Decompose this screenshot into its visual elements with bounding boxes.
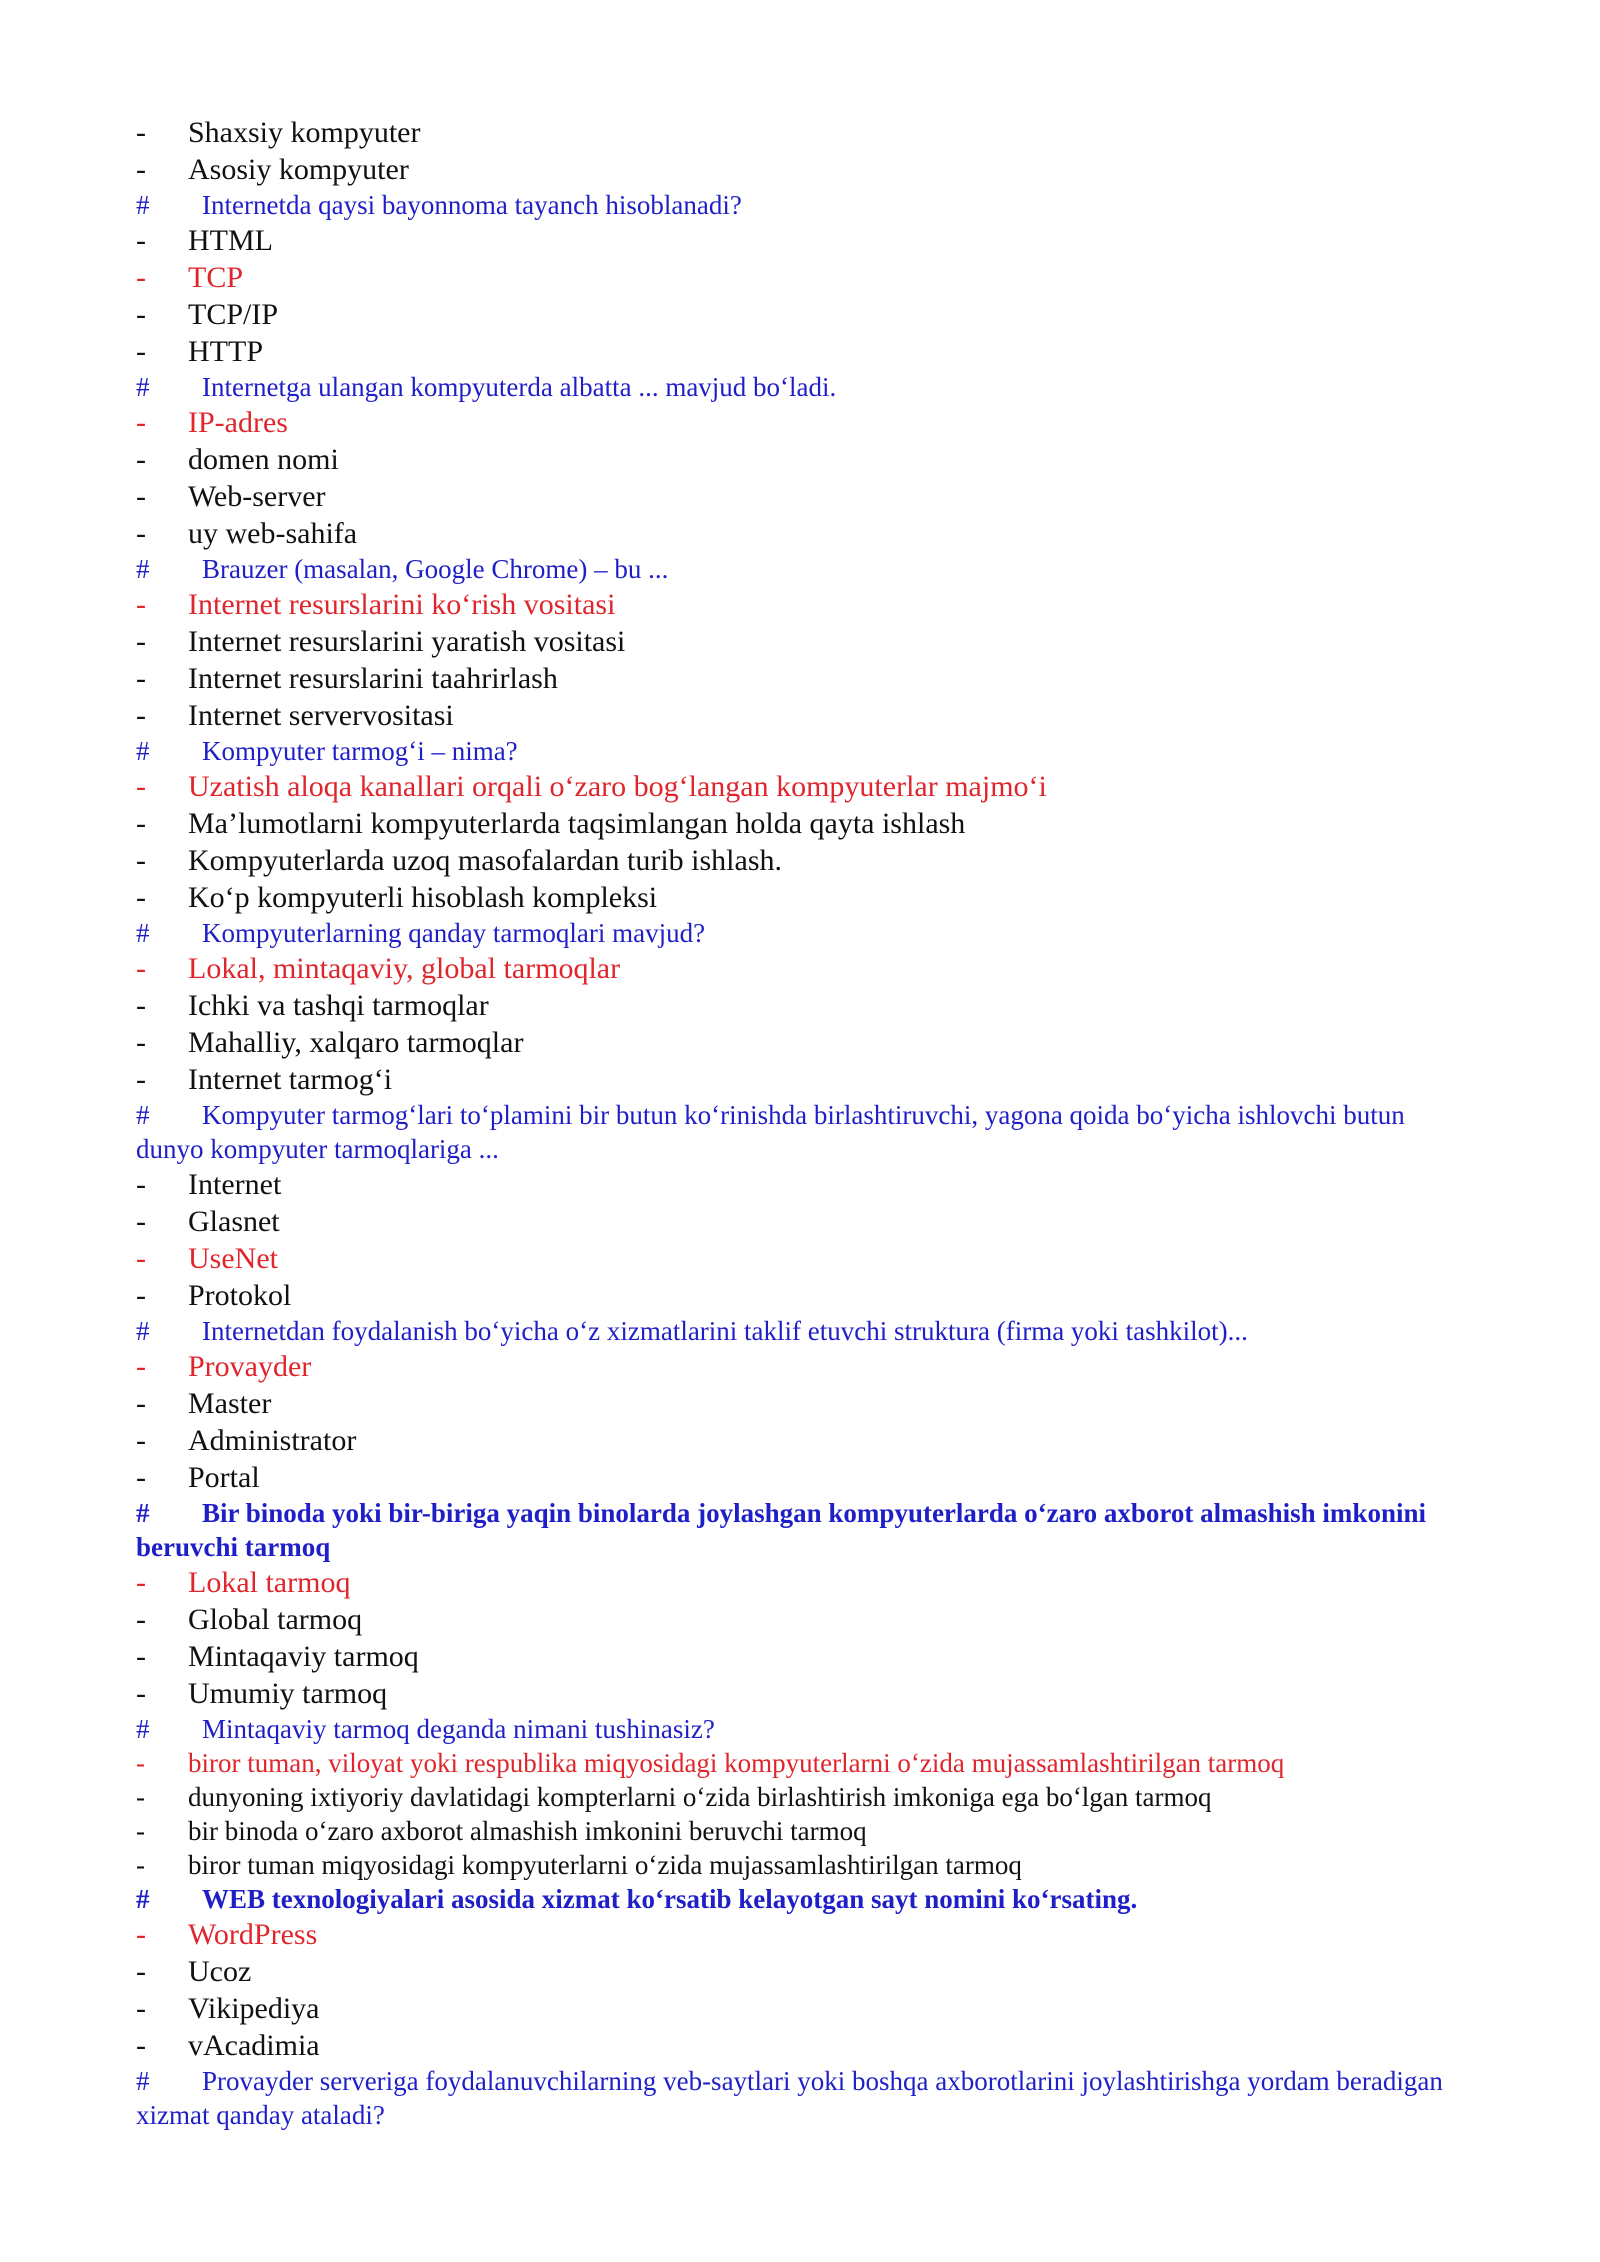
answer-marker: - [136, 1279, 146, 1312]
answer-text: vAcadimia [188, 2029, 320, 2062]
answer-option [136, 1277, 1466, 1314]
answer-text: Mintaqaviy tarmoq [188, 1640, 419, 1673]
answer-option [136, 1638, 1466, 1675]
answer-option [136, 842, 1466, 879]
answer-option [136, 1848, 1466, 1882]
answer-marker: - [136, 2029, 146, 2062]
answer-marker: - [136, 699, 146, 732]
answer-text: TCP [188, 261, 244, 294]
answer-marker: - [136, 1424, 146, 1457]
answer-text: Internet resurslarini taahrirlash [188, 662, 558, 695]
question-text: Internetga ulangan kompyuterda albatta ... mavjud bo‘ladi. [202, 372, 837, 402]
answer-marker: - [136, 116, 146, 149]
question-line [136, 734, 1466, 768]
question-text: Kompyuterlarning qanday tarmoqlari mavjud? [202, 918, 706, 948]
question-text: Bir binoda yoki bir-biriga yaqin binolarda joylashgan kompyuterlarda o‘zaro axborot almashish imkonini beruvchi tarmoq [136, 1498, 1426, 1562]
answer-text: Internet resurslarini ko‘rish vositasi [188, 588, 616, 621]
correct-answer-option [136, 1348, 1466, 1385]
question-text: Kompyuter tarmog‘i – nima? [202, 736, 518, 766]
answer-marker: - [136, 1026, 146, 1059]
answer-marker: - [136, 1461, 146, 1494]
answer-marker: - [136, 1242, 146, 1275]
answer-text: Web-server [188, 480, 326, 513]
answer-marker: - [136, 298, 146, 331]
answer-text: Lokal tarmoq [188, 1566, 351, 1599]
answer-marker: - [136, 662, 146, 695]
answer-text: Mahalliy, xalqaro tarmoqlar [188, 1026, 524, 1059]
answer-option [136, 1166, 1466, 1203]
answer-text: Ichki va tashqi tarmoqlar [188, 989, 489, 1022]
answer-text: bir binoda o‘zaro axborot almashish imkonini beruvchi tarmoq [188, 1816, 867, 1846]
question-text: Internetdan foydalanish bo‘yicha o‘z xizmatlarini taklif etuvchi struktura (firma yoki tashkilot)... [202, 1316, 1248, 1346]
question-marker: # [136, 554, 150, 584]
question-marker: # [136, 1316, 150, 1346]
answer-option [136, 441, 1466, 478]
answer-option [136, 1459, 1466, 1496]
answer-marker: - [136, 1955, 146, 1988]
answer-marker: - [136, 1850, 145, 1880]
answer-marker: - [136, 1782, 145, 1812]
answer-option [136, 1385, 1466, 1422]
answer-option [136, 879, 1466, 916]
answer-marker: - [136, 1918, 146, 1951]
answer-marker: - [136, 1063, 146, 1096]
answer-text: uy web-sahifa [188, 517, 358, 550]
answer-marker: - [136, 770, 146, 803]
answer-marker: - [136, 153, 146, 186]
question-marker: # [136, 1714, 150, 1744]
answer-marker: - [136, 1603, 146, 1636]
answer-marker: - [136, 1748, 145, 1778]
answer-text: Internet tarmog‘i [188, 1063, 393, 1096]
answer-marker: - [136, 1387, 146, 1420]
answer-marker: - [136, 406, 146, 439]
question-text: Provayder serveriga foydalanuvchilarning veb-saytlari yoki boshqa axborotlarini joylashtirishga yordam beradigan xizmat qanday ataladi? [136, 2066, 1443, 2130]
answer-text: Provayder [188, 1350, 312, 1383]
answer-marker: - [136, 443, 146, 476]
answer-marker: - [136, 625, 146, 658]
answer-option [136, 1990, 1466, 2027]
answer-option [136, 296, 1466, 333]
answer-text: dunyoning ixtiyoriy davlatidagi kompterlarni o‘zida birlashtirish imkoniga ega bo‘lgan tarmoq [188, 1782, 1212, 1812]
question-line [136, 1314, 1466, 1348]
correct-answer-option [136, 404, 1466, 441]
answer-text: TCP/IP [188, 298, 279, 331]
answer-marker: - [136, 1350, 146, 1383]
answer-marker: - [136, 1677, 146, 1710]
answer-text: Internet servervositasi [188, 699, 454, 732]
question-marker: # [136, 1498, 150, 1528]
correct-answer-option [136, 1240, 1466, 1277]
question-text: Brauzer (masalan, Google Chrome) – bu ... [202, 554, 669, 584]
answer-marker: - [136, 335, 146, 368]
answer-text: Master [188, 1387, 272, 1420]
answer-option [136, 623, 1466, 660]
answer-text: Vikipediya [188, 1992, 320, 2025]
answer-text: WordPress [188, 1918, 318, 1951]
question-line [136, 370, 1466, 404]
question-line [136, 916, 1466, 950]
answer-marker: - [136, 517, 146, 550]
answer-text: UseNet [188, 1242, 278, 1275]
correct-answer-option [136, 1916, 1466, 1953]
question-text: Internetda qaysi bayonnoma tayanch hisoblanadi? [202, 190, 742, 220]
answer-text: Internet [188, 1168, 282, 1201]
answer-option [136, 478, 1466, 515]
answer-text: domen nomi [188, 443, 339, 476]
question-marker: # [136, 372, 150, 402]
answer-option [136, 805, 1466, 842]
answer-marker: - [136, 480, 146, 513]
answer-option [136, 1953, 1466, 1990]
answer-option [136, 697, 1466, 734]
answer-text: Protokol [188, 1279, 292, 1312]
answer-text: Umumiy tarmoq [188, 1677, 388, 1710]
answer-marker: - [136, 588, 146, 621]
answer-text: Shaxsiy kompyuter [188, 116, 421, 149]
question-line [136, 552, 1466, 586]
question-marker: # [136, 736, 150, 766]
answer-text: Uzatish aloqa kanallari orqali o‘zaro bog‘langan kompyuterlar majmo‘i [188, 770, 1047, 803]
question-marker: # [136, 1100, 150, 1130]
question-marker: # [136, 190, 150, 220]
answer-option [136, 660, 1466, 697]
question-marker: # [136, 1884, 150, 1914]
answer-text: Lokal, mintaqaviy, global tarmoqlar [188, 952, 621, 985]
answer-marker: - [136, 1168, 146, 1201]
answer-text: Ko‘p kompyuterli hisoblash kompleksi [188, 881, 658, 914]
answer-option [136, 515, 1466, 552]
answer-option [136, 1675, 1466, 1712]
answer-marker: - [136, 1992, 146, 2025]
answer-text: biror tuman, viloyat yoki respublika miqyosidagi kompyuterlarni o‘zida mujassamlashtirilgan tarmoq [188, 1748, 1285, 1778]
answer-text: Administrator [188, 1424, 357, 1457]
answer-option [136, 114, 1466, 151]
correct-answer-option [136, 950, 1466, 987]
answer-option [136, 1024, 1466, 1061]
answer-text: Ma’lumotlarni kompyuterlarda taqsimlangan holda qayta ishlash [188, 807, 966, 840]
question-marker: # [136, 2066, 150, 2096]
answer-option [136, 1203, 1466, 1240]
answer-text: Glasnet [188, 1205, 280, 1238]
document-page [136, 114, 1466, 2132]
question-line [136, 1882, 1466, 1916]
answer-option [136, 222, 1466, 259]
answer-marker: - [136, 989, 146, 1022]
answer-text: Asosiy kompyuter [188, 153, 409, 186]
answer-option [136, 333, 1466, 370]
answer-option [136, 987, 1466, 1024]
answer-marker: - [136, 1205, 146, 1238]
answer-text: HTML [188, 224, 273, 257]
question-text: Mintaqaviy tarmoq deganda nimani tushinasiz? [202, 1714, 715, 1744]
answer-marker: - [136, 1566, 146, 1599]
answer-text: Ucoz [188, 1955, 252, 1988]
answer-option [136, 2027, 1466, 2064]
question-text: Kompyuter tarmog‘lari to‘plamini bir butun ko‘rinishda birlashtiruvchi, yagona qoida bo‘yicha ishlovchi butun dunyo kompyuter tarmoqlariga ... [136, 1100, 1405, 1164]
answer-text: Kompyuterlarda uzoq masofalardan turib ishlash. [188, 844, 782, 877]
answer-marker: - [136, 952, 146, 985]
answer-option [136, 1422, 1466, 1459]
question-list [136, 114, 1466, 2132]
correct-answer-option [136, 259, 1466, 296]
question-text: WEB texnologiyalari asosida xizmat ko‘rsatib kelayotgan sayt nomini ko‘rsating. [202, 1884, 1138, 1914]
answer-marker: - [136, 844, 146, 877]
answer-marker: - [136, 224, 146, 257]
answer-option [136, 1780, 1466, 1814]
answer-marker: - [136, 807, 146, 840]
answer-text: biror tuman miqyosidagi kompyuterlarni o‘zida mujassamlashtirilgan tarmoq [188, 1850, 1022, 1880]
answer-text: Portal [188, 1461, 260, 1494]
correct-answer-option [136, 768, 1466, 805]
answer-text: IP-adres [188, 406, 288, 439]
answer-option [136, 1814, 1466, 1848]
answer-marker: - [136, 1640, 146, 1673]
answer-marker: - [136, 261, 146, 294]
answer-option [136, 151, 1466, 188]
answer-text: Internet resurslarini yaratish vositasi [188, 625, 626, 658]
question-line [136, 2064, 1466, 2132]
answer-marker: - [136, 1816, 145, 1846]
answer-option [136, 1061, 1466, 1098]
question-line [136, 1712, 1466, 1746]
question-line [136, 1098, 1466, 1166]
correct-answer-option [136, 1564, 1466, 1601]
question-line [136, 188, 1466, 222]
answer-text: Global tarmoq [188, 1603, 363, 1636]
answer-option [136, 1601, 1466, 1638]
question-marker: # [136, 918, 150, 948]
question-line [136, 1496, 1466, 1564]
answer-marker: - [136, 881, 146, 914]
answer-text: HTTP [188, 335, 263, 368]
correct-answer-option [136, 1746, 1466, 1780]
correct-answer-option [136, 586, 1466, 623]
